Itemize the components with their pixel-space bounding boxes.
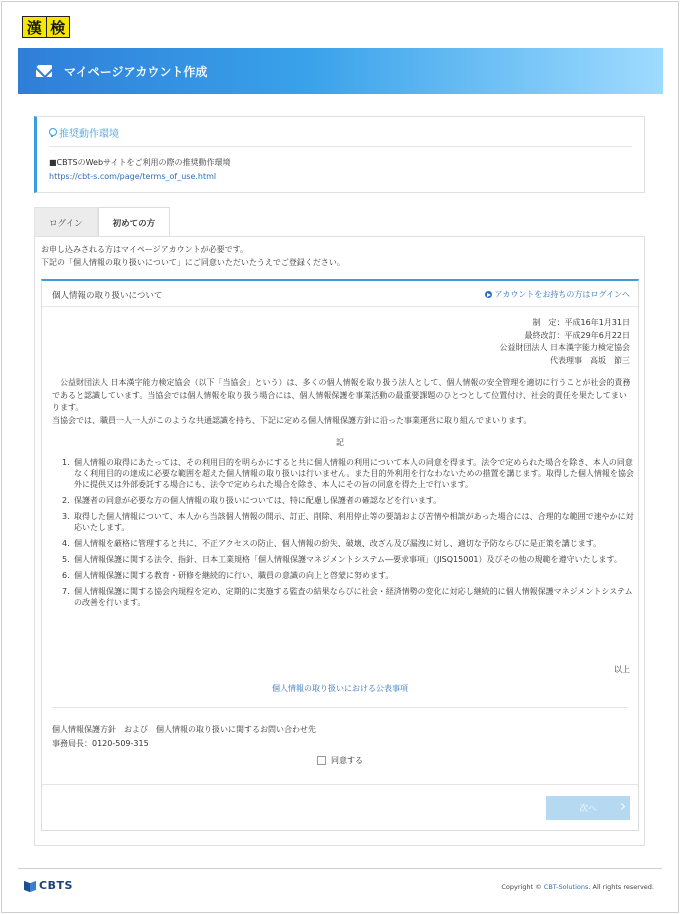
list-item — [62, 457, 634, 490]
list-item — [62, 495, 634, 506]
divider — [49, 146, 632, 147]
page-header — [18, 48, 663, 94]
meta-organization: 公益財団法人 日本漢字能力検定協会 — [499, 343, 630, 352]
chevron-right-icon — [618, 803, 625, 810]
item-text: 個人情報保護に関する協会内規程を定め、定期的に実施する監査の結果ならびに社会・経済情勢の変化に対応し継続的に個人情報保護マネジメントシステムの改善を行います。 — [74, 587, 633, 607]
item-number: 1. — [62, 458, 70, 467]
item-number: 5. — [62, 555, 70, 564]
policy-lead-1: 公益財団法人 日本漢字能力検定協会（以下「当協会」という）は、多くの個人情報を取り扱う法人として、個人情報の安全管理を適切に行うことが社会的責務であると認識しています。当協会では個人情報を取り扱う場合には、個人情報保護を事業活動の最重要課題のひとつとして位置付け、社会的責任を果たしてまいります。 — [52, 378, 631, 412]
intro-text — [41, 243, 345, 269]
divider — [52, 707, 628, 708]
meta-revised: 最終改訂：平成29年6月22日 — [524, 330, 630, 340]
item-number: 4. — [62, 539, 70, 548]
divider — [42, 784, 638, 785]
list-item — [62, 538, 634, 549]
tab-login[interactable]: ログイン — [34, 207, 98, 237]
next-button[interactable] — [546, 796, 630, 820]
tab-first-time[interactable]: 初めての方 — [98, 207, 171, 237]
contact-phone: 事務局長：0120-509-315 — [52, 739, 149, 748]
recommended-text: ■CBTSのWebサイトをご利用の際の推奨動作環境 — [49, 158, 231, 167]
item-number: 2. — [62, 496, 70, 505]
item-text: 個人情報保護に関する教育・研修を継続的に行い、職員の意識の向上と啓蒙に努めます。 — [74, 571, 394, 580]
policy-meta — [499, 317, 630, 367]
agree-text: 同意する — [331, 756, 363, 765]
list-item — [62, 570, 634, 581]
item-number: 7. — [62, 587, 70, 596]
item-text: 保護者の同意が必要な方の個人情報の取り扱いについては、特に配慮し保護者の確認などを行います。 — [74, 496, 442, 505]
copyright-company: CBT-Solutions — [543, 883, 589, 891]
agree-checkbox[interactable] — [317, 756, 326, 765]
policy-ki: 記 — [336, 438, 344, 447]
tab-panel — [34, 236, 645, 846]
intro-line-1: お申し込みされる方はマイページアカウントが必要です。 — [41, 245, 248, 254]
tab-bar — [34, 207, 170, 237]
next-button-label: 次へ — [579, 803, 597, 813]
policy-end: 以上 — [614, 665, 630, 674]
cube-icon — [24, 880, 36, 892]
item-text: 個人情報保護に関する法令、指針、日本工業規格「個人情報保護マネジメントシステム―要求事項」（JISQ15001）及びその他の規範を遵守いたします。 — [74, 555, 622, 564]
item-text: 個人情報を厳格に管理すると共に、不正アクセスの防止、個人情報の紛失、破壊、改ざん及び漏洩に対し、適切な予防ならびに是正策を講じます。 — [74, 539, 602, 548]
intro-line-2: 下記の「個人情報の取り扱いについて」にご同意いただいたうえでご登録ください。 — [41, 258, 345, 267]
agree-checkbox-label[interactable] — [42, 755, 638, 766]
login-link[interactable] — [485, 289, 630, 300]
logo-char-1: 漢 — [26, 18, 42, 37]
recommended-title — [49, 125, 119, 140]
footer-divider — [18, 868, 662, 869]
public-matters-link — [42, 683, 638, 694]
list-item — [62, 511, 634, 533]
copyright — [501, 883, 654, 891]
kanken-logo[interactable] — [22, 16, 70, 38]
footer-brand: CBTS — [39, 879, 73, 892]
lightbulb-icon — [49, 128, 55, 137]
recommended-environment-box — [34, 116, 645, 193]
arrow-circle-icon — [485, 291, 492, 298]
cbts-logo[interactable] — [24, 879, 73, 892]
public-matters-link-text[interactable]: 個人情報の取り扱いにおける公表事項 — [272, 684, 408, 693]
mail-icon — [36, 65, 52, 77]
privacy-header — [42, 281, 638, 307]
login-link-text: アカウントをお持ちの方はログインへ — [494, 290, 630, 299]
list-item — [62, 554, 634, 565]
item-number: 3. — [62, 512, 70, 521]
logo-char-2: 検 — [46, 17, 70, 37]
meta-representative: 代表理事 高坂 節三 — [550, 355, 630, 365]
policy-items — [62, 457, 634, 613]
privacy-policy-box — [41, 279, 639, 831]
list-item — [62, 586, 634, 608]
policy-lead-2: 当協会では、職員一人一人がこのような共通認識を持ち、下記に定める個人情報保護方針に沿った事業運営に取り組んでまいります。 — [52, 416, 532, 425]
recommended-title-text: 推奨動作環境 — [59, 129, 119, 140]
page-title: マイページアカウント作成 — [64, 64, 208, 79]
privacy-title: 個人情報の取り扱いについて — [52, 291, 163, 301]
terms-of-use-link[interactable]: https://cbt-s.com/page/terms_of_use.html — [49, 172, 217, 181]
item-number: 6. — [62, 571, 70, 580]
copyright-suffix: . All rights reserved. — [588, 883, 654, 891]
item-text: 個人情報の取得にあたっては、その利用目的を明らかにすると共に個人情報の利用について本人の同意を得ます。法令で定められた場合を除き、本人の同意なく利用目的の達成に必要な範囲を超えた個人情報の取り扱いは行いません。また目的外利用を行なわないための措置を講じます。取得した個人情報を協会外に提供又は外部委託する場合にも、法令で定められた場合を除き、本人にその旨の同意を得た上で行います。 — [74, 458, 634, 489]
contact-title: 個人情報保護方針 および 個人情報の取り扱いに関するお問い合わせ先 — [52, 725, 316, 734]
item-text: 取得した個人情報について、本人から当該個人情報の開示、訂正、削除、利用停止等の要請および苦情や相談があった場合には、合理的な範囲で速やかに対応いたします。 — [74, 512, 634, 532]
meta-established: 制 定：平成16年1月31日 — [532, 318, 630, 327]
copyright-prefix: Copyright © — [501, 883, 544, 891]
contact-info — [52, 723, 316, 751]
